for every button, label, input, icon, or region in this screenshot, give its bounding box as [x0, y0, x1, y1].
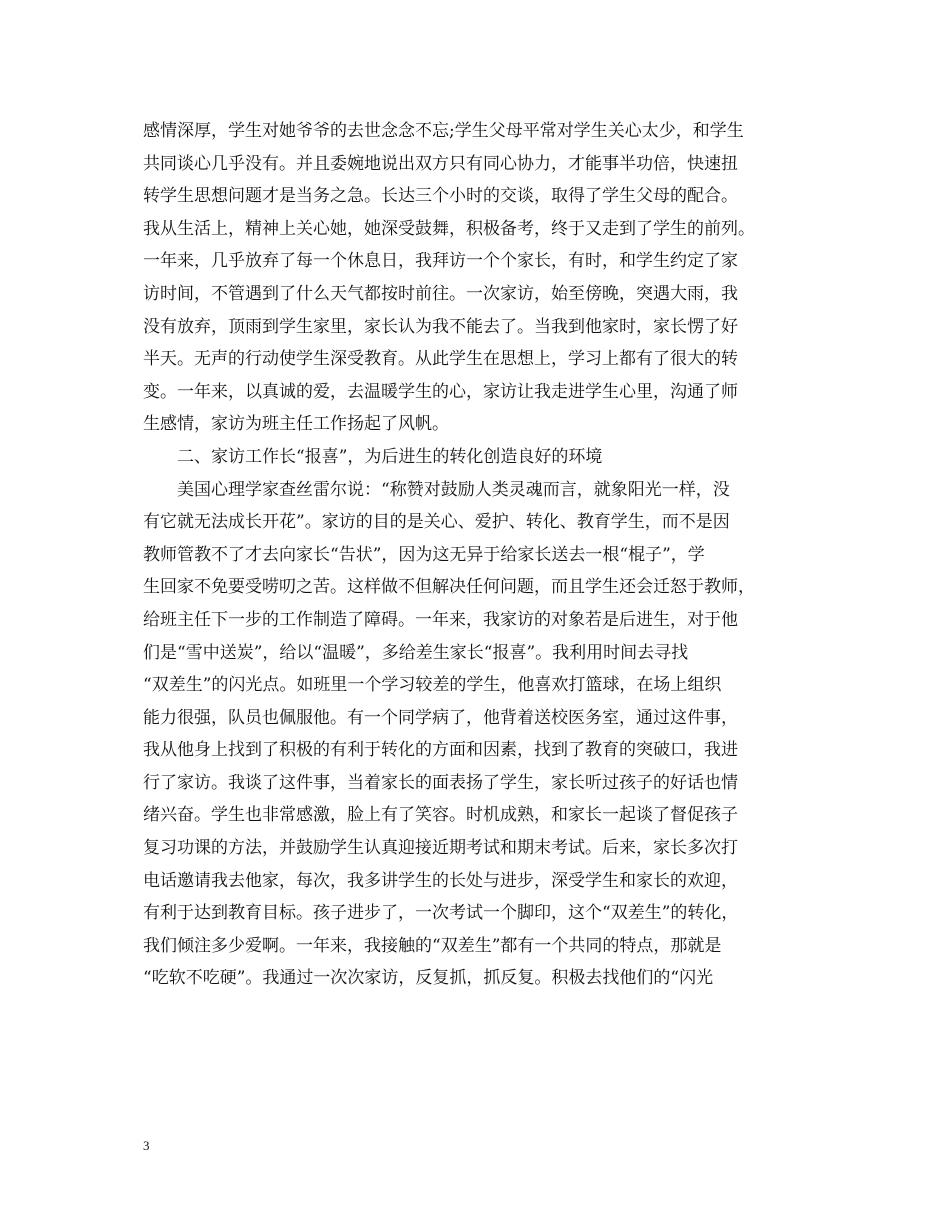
text-line: “双差生”的闪光点。如班里一个学习较差的学生，他喜欢打篮球，在场上组织	[143, 675, 722, 696]
text-line: 美国心理学家查丝雷尔说：“称赞对鼓励人类灵魂而言，就象阳光一样，没	[177, 479, 730, 500]
text-line: 教师管教不了才去向家长“告状”，因为这无异于给家长送去一根“棍子”，学	[143, 544, 705, 565]
text-line: 有利于达到教育目标。孩子进步了，一次考试一个脚印，这个“双差生”的转化，	[143, 903, 739, 924]
text-line: 生感情，家访为班主任工作扬起了风帆。	[143, 414, 449, 435]
text-line: 我从生活上，精神上关心她，她深受鼓舞，积极备考，终于又走到了学生的前列。	[143, 218, 755, 239]
text-line: 我从他身上找到了积极的有利于转化的方面和因素，找到了教育的突破口，我进	[143, 740, 738, 761]
text-line: 二、家访工作长“报喜”，为后进生的转化创造良好的环境	[177, 446, 603, 467]
text-line: 复习功课的方法，并鼓励学生认真迎接近期考试和期末考试。后来，家长多次打	[143, 838, 738, 859]
text-line: 没有放弃，顶雨到学生家里，家长认为我不能去了。当我到他家时，家长愣了好	[143, 316, 738, 337]
text-line: 我们倾注多少爱啊。一年来，我接触的“双差生”都有一个共同的特点，那就是	[143, 935, 722, 956]
text-line: 共同谈心几乎没有。并且委婉地说出双方只有同心协力，才能事半功倍，快速扭	[143, 153, 738, 174]
text-line: 变。一年来，以真诚的爱，去温暖学生的心，家访让我走进学生心里，沟通了师	[143, 381, 738, 402]
text-line: 能力很强，队员也佩服他。有一个同学病了，他背着送校医务室，通过这件事，	[143, 707, 738, 728]
text-line: 们是“雪中送炭”，给以“温暖”，多给差生家长“报喜”。我利用时间去寻找	[143, 642, 689, 663]
text-line: 生回家不免要受唠叨之苦。这样做不但解决任何问题，而且学生还会迁怒于教师，	[143, 577, 755, 598]
text-line: 给班主任下一步的工作制造了障碍。一年来，我家访的对象若是后进生，对于他	[143, 609, 738, 630]
text-line: 感情深厚，学生对她爷爷的去世念念不忘;学生父母平常对学生关心太少，和学生	[143, 121, 744, 141]
text-line: 绪兴奋。学生也非常感激，脸上有了笑容。时机成熟，和家长一起谈了督促孩子	[143, 805, 738, 826]
text-line: “吃软不吃硬”。我通过一次次家访，反复抓，抓反复。积极去找他们的“闪光	[143, 968, 714, 989]
text-line: 有它就无法成长开花”。家访的目的是关心、爱护、转化、教育学生，而不是因	[143, 512, 730, 533]
text-line: 转学生思想问题才是当务之急。长达三个小时的交谈，取得了学生父母的配合。	[143, 186, 738, 207]
text-line: 行了家访。我谈了这件事，当着家长的面表扬了学生，家长听过孩子的好话也情	[143, 772, 738, 793]
page-number: 3	[143, 1138, 150, 1153]
text-line: 访时间，不管遇到了什么天气都按时前往。一次家访，始至傍晚，突遇大雨，我	[143, 283, 738, 304]
text-line: 电话邀请我去他家，每次，我多讲学生的长处与进步，深受学生和家长的欢迎，	[143, 870, 738, 891]
text-line: 一年来，几乎放弃了每一个休息日，我拜访一个个家长，有时，和学生约定了家	[143, 251, 738, 272]
body-text	[143, 115, 823, 995]
text-line: 半天。无声的行动使学生深受教育。从此学生在思想上，学习上都有了很大的转	[143, 349, 738, 370]
